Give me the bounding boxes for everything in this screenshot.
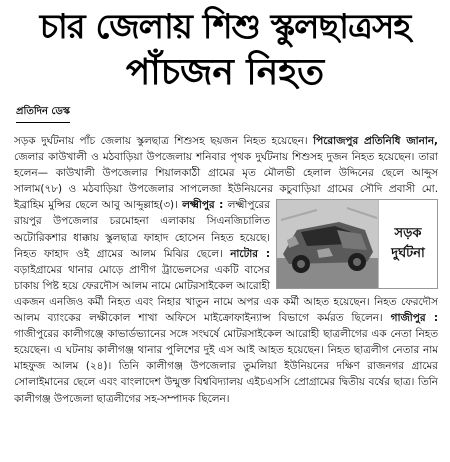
headline-line-2: পাঁচজন নিহত [125,52,325,93]
accident-photo [276,199,438,289]
photo-caption-line-1: সড়ক [394,226,422,242]
dateline-gazipur: গাজীপুর : [390,312,438,325]
article-gazipur-text: গাজীপুরের কালীগঞ্জে কাভার্ডভ্যানের সঙ্গে সংঘর্ষে মোটরসাইকেল আরোহী ছাত্রলীগের এক নেতা নিহত হয়েছেন। এ ঘটনায় কালীগঞ্জ থানার পুলিশের দুই এস আই আহত হয়েছেন। নিহত ছাত্রলীগ নেতার নাম মাহফুজ আলম (২৪)। তিনি কালীগঞ্জ উপজেলার তুমলিয়া ইউনিয়নের দক্ষিণ রাজনগর গ্রামের সোলাইমানের ছেলে এবং বাংলাদেশ উন্মুক্ত বিশ্ববিদ্যালয় এইচএসসি প্রোগ্রামের দ্বিতীয় বর্ষের ছাত্র। তিনি কালীগঞ্জ উপজেলা ছাত্রলীগের সহ-সম্পাদক ছিলেন। [14,328,438,405]
byline: প্রতিদিন ডেস্ক [16,104,70,123]
headline-line-1: চার জেলায় শিশু স্কুলছাত্রসহ [39,7,411,47]
dateline-natore: নাটোর : [230,247,270,260]
photo-caption [378,200,437,288]
article-pirojpur-text: জেলার কাউখালী ও মঠবাড়িয়া উপজেলায় শনিবার পৃথক দুর্ঘটনায় শিশুসহ দুজন নিহত হয়েছেন। তারা হলেন— কাউখালী উপজেলার শিয়ালকাঠী গ্রামের মৃত মৌলভী হেলাল উদ্দিনের ছেলে আব্দুস সালাম(৭৮) ও মঠবাড়িয়া উপজেলার সাপলেজা ইউনিয়নের কচুবাড়িয়া গ্রামের সৌদি প্রবাসী মো. ইব্রাহিম মুন্সির ছেলে আবু আব্দুল্লাহ(৩)। [14,151,438,212]
article-body [14,133,438,457]
article-natore-text: বড়াইগ্রামের থানার মোড়ে প্রাণীগ ট্রাভেলসের একটি বাসের চাকায় পিষ্ট হয়ে ফেরদৌস আলম নামে মোটরসাইকেল আরোহী একজন এনজিও কর্মী নিহত এবং নিহার খাতুন নামে অপর এক কর্মী আহত হয়েছেন। নিহত ফেরদৌস আলম ব্যাংকের লক্ষীকোল শাখা অফিসে মাইক্রোফাইন্যান্স বিভাগে কর্মরত ছিলেন। [14,263,438,325]
headline [6,4,444,96]
photo-caption-line-2: দুর্ঘটনা [391,246,425,262]
article-lakshmipur-text: লক্ষ্মীপুরের রায়পুর উপজেলার চরমোহনা এলাকায় সিএনজিচালিত অটোরিকশার ধাক্কায় স্কুলছাত্র ফাহাদ হোসেন নিহত হয়েছে। নিহত ফাহাদ ওই গ্রামের আলম মিঝির ছেলে। [14,199,270,260]
dateline-lakshmipur: লক্ষ্মীপুর : [182,199,224,212]
dateline-pirojpur: পিরোজপুর প্রতিনিধি জানান, [313,135,438,147]
article-lead: সড়ক দুর্ঘটনায় পাঁচ জেলায় স্কুলছাত্র শিশুসহ ছয়জন নিহত হয়েছেন। [14,135,308,147]
wrecked-vehicle-image [277,200,379,288]
